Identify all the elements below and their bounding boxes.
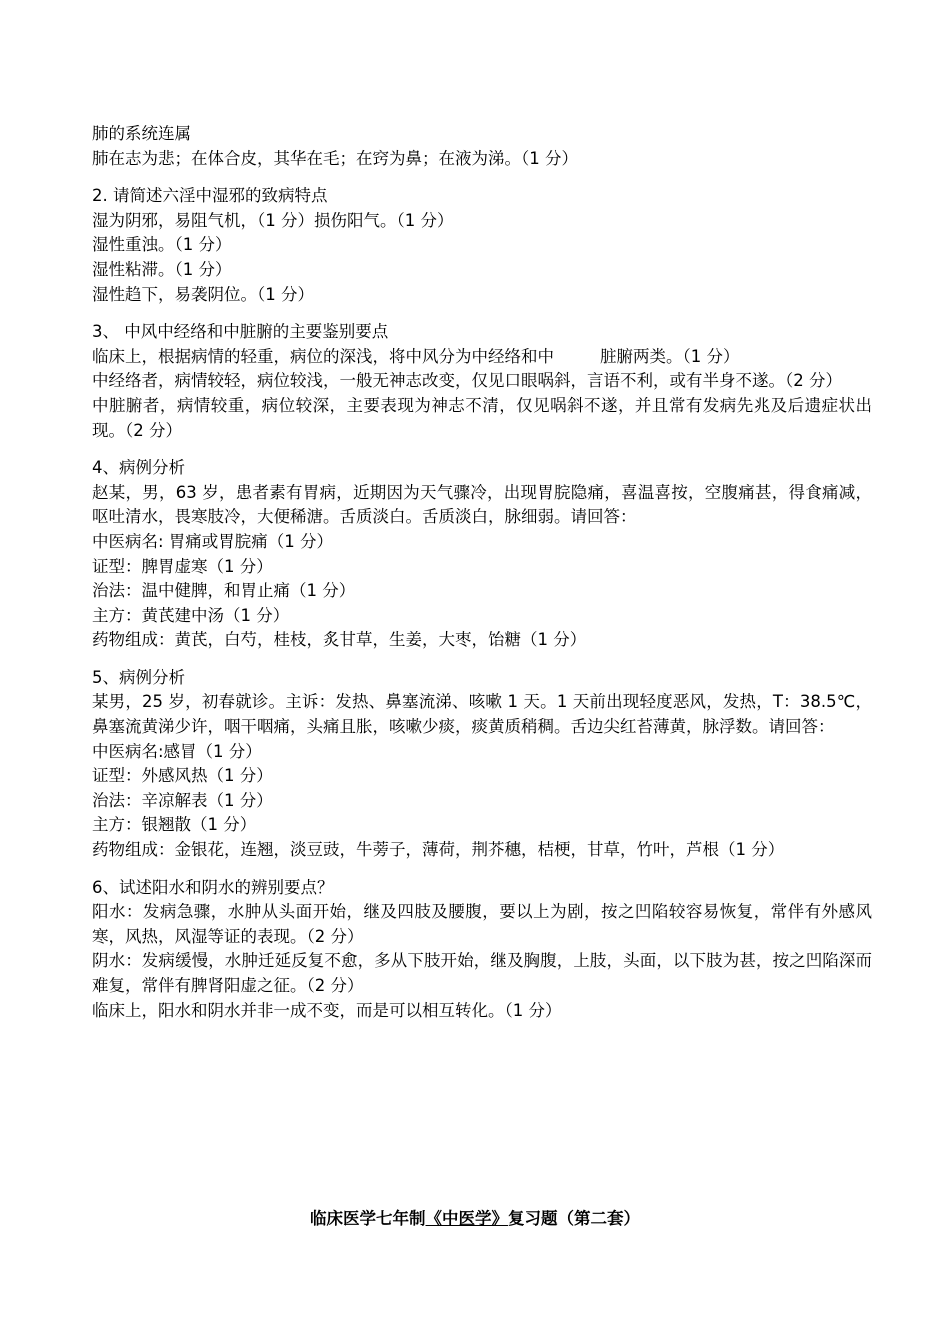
document-title [0, 1205, 950, 1229]
question-heading: 2. 请简述六淫中湿邪的致病特点 [92, 186, 328, 206]
title-suffix: 复习题（第二套） [508, 1209, 640, 1228]
section-question-4 [92, 456, 872, 653]
section-question-2 [92, 184, 872, 307]
text-line: 治法：辛凉解表（1 分） [92, 790, 273, 810]
paragraph: 阴水：发病缓慢，水肿迁延反复不愈，多从下肢开始，继及胸腹，上肢，头面，以下肢为甚，按之凹陷深而难复，常伴有脾肾阳虚之征。（2 分） [92, 951, 872, 995]
question-heading: 3、 中风中经络和中脏腑的主要鉴别要点 [92, 322, 389, 342]
text-fragment: 临床上，根据病情的轻重，病位的深浅，将中风分为中经络和中 [92, 346, 554, 366]
text-line: 药物组成：黄芪，白芍，桂枝，炙甘草，生姜，大枣，饴糖（1 分） [92, 630, 587, 650]
section-question-3 [92, 320, 872, 443]
text-line: 湿性趋下，易袭阴位。（1 分） [92, 284, 314, 304]
document-body [92, 122, 872, 1036]
text-fragment: 脏腑两类。（1 分） [600, 346, 740, 366]
paragraph: 中脏腑者，病情较重，病位较深，主要表现为神志不清，仅见㖞斜不遂，并且常有发病先兆及后遗症状出现。（2 分） [92, 395, 872, 440]
title-prefix: 临床医学七年制 [310, 1209, 426, 1228]
paragraph: 中经络者，病情较轻，病位较浅，一般无神志改变，仅见口眼㖞斜，言语不利，或有半身不遂。（2 分） [92, 371, 842, 391]
text-line: 中医病名: 胃痛或胃脘痛（1 分） [92, 531, 334, 551]
text-line: 湿性重浊。（1 分） [92, 235, 232, 255]
text-line: 证型：外感风热（1 分） [92, 766, 273, 786]
text-line: 湿为阴邪，易阻气机，（1 分）损伤阳气。（1 分） [92, 210, 454, 230]
question-heading: 6、试述阳水和阴水的辨别要点？ [92, 877, 334, 897]
title-book-name: 《中医学》 [425, 1209, 508, 1228]
text-line: 肺的系统连属 [92, 124, 191, 143]
paragraph: 阳水：发病急骤，水肿从头面开始，继及四肢及腰腹，要以上为剧，按之凹陷较容易恢复，常伴有外感风寒，风热，风湿等证的表现。（2 分） [92, 902, 872, 946]
case-description: 赵某，男，63 岁，患者素有胃病，近期因为天气骤冷，出现胃脘隐痛，喜温喜按，空腹痛甚，得食痛减，呕吐清水，畏寒肢冷，大便稀溏。舌质淡白。舌质淡白，脉细弱。请回答： [92, 482, 872, 527]
case-description: 某男，25 岁，初春就诊。主诉：发热、鼻塞流涕、咳嗽 1 天。1 天前出现轻度恶风，发热，T：38.5℃，鼻塞流黄涕少许，咽干咽痛，头痛且胀，咳嗽少痰，痰黄质稍稠。舌边尖红苔薄黄，脉浮数。请回答： [92, 692, 872, 737]
text-line: 肺在志为悲；在体合皮，其华在毛；在窍为鼻；在液为涕。（1 分） [92, 148, 578, 168]
text-line: 主方：黄芪建中汤（1 分） [92, 605, 290, 625]
text-line: 主方：银翘散（1 分） [92, 815, 257, 835]
section-lung-system [92, 122, 872, 171]
section-question-5 [92, 666, 872, 863]
text-line: 中医病名:感冒（1 分） [92, 741, 262, 761]
text-line: 治法：温中健脾，和胃止痛（1 分） [92, 581, 356, 601]
text-line [92, 345, 872, 370]
text-line: 证型：脾胃虚寒（1 分） [92, 556, 273, 576]
section-question-6 [92, 876, 872, 1024]
paragraph: 药物组成：金银花，连翘，淡豆豉，牛蒡子，薄荷，荆芥穗，桔梗，甘草，竹叶，芦根（1 分） [92, 840, 785, 860]
paragraph: 临床上，阳水和阴水并非一成不变，而是可以相互转化。（1 分） [92, 1000, 562, 1020]
text-line: 湿性粘滞。（1 分） [92, 259, 232, 279]
question-heading: 5、病例分析 [92, 667, 185, 687]
question-heading: 4、病例分析 [92, 458, 185, 478]
